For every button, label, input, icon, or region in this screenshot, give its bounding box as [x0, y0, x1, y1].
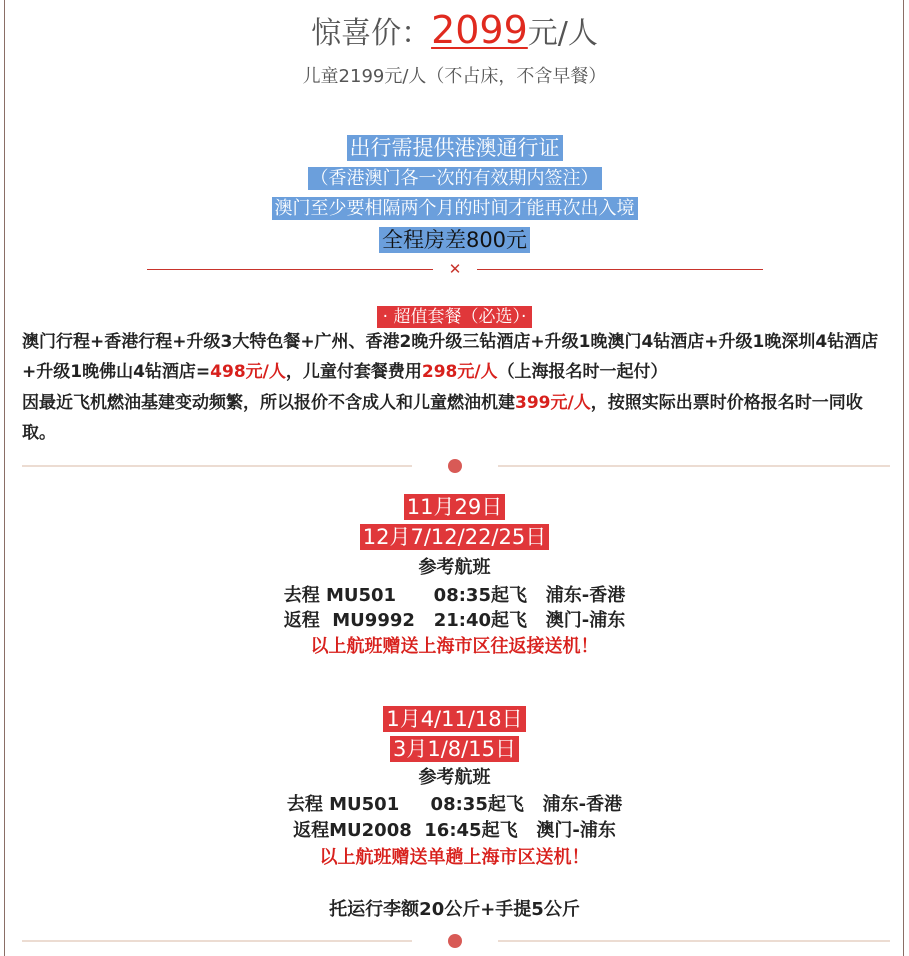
departure-date-tag: 12月7/12/22/25日	[0, 521, 909, 551]
departure-date-tag: 3月1/8/15日	[0, 733, 909, 763]
departure-date-tag: 11月29日	[0, 491, 909, 521]
price-line	[0, 8, 909, 52]
package-title: · 超值套餐（必选）·	[0, 302, 909, 327]
section-divider-left	[22, 940, 412, 942]
return-flight: 返程MU2008 16:45起飞 澳门-浦东	[293, 820, 616, 841]
transfer-note: 以上航班赠送上海市区往返接送机！	[310, 636, 599, 657]
notice-macau-interval: 澳门至少要相隔两个月的时间才能再次出入境	[0, 194, 909, 220]
child-price-note: 儿童2199元/人（不占床，不含早餐）	[302, 66, 607, 87]
dot-ornament-icon	[448, 459, 462, 473]
return-flight: 返程 MU9992 21:40起飞 澳门-浦东	[283, 610, 626, 631]
child-package-price: 298元/人	[421, 362, 498, 382]
outbound-flight: 去程 MU501 08:35起飞 浦东-香港	[286, 794, 623, 815]
fuel-surcharge-price: 399元/人	[515, 393, 591, 413]
notice-visa: （香港澳门各一次的有效期内签注）	[0, 164, 909, 190]
price-amount: 2099	[431, 8, 528, 52]
dot-ornament-icon	[448, 934, 462, 948]
section-divider-right	[498, 465, 890, 467]
fuel-surcharge-note: 因最近飞机燃油基建变动频繁，所以报价不含成人和儿童燃油机建399元/人，按照实际出票时价格报名时一同收取。	[22, 393, 863, 443]
notice-passport: 出行需提供港澳通行证	[0, 132, 909, 162]
price-unit: 元/人	[527, 16, 598, 51]
divider-left	[147, 269, 433, 270]
departure-date-tag: 1月4/11/18日	[0, 703, 909, 733]
section-divider-right	[498, 940, 890, 942]
section-divider-left	[22, 465, 412, 467]
transfer-note: 以上航班赠送单趟上海市区送机！	[319, 847, 590, 868]
package-description: 澳门行程+香港行程+升级3大特色餐+广州、香港2晚升级三钻酒店+升级1晚澳门4钻酒店+升级1晚深圳4钻酒店+升级1晚佛山4钻酒店=498元/人，儿童付套餐费用298元/人（上海报名时一起付）	[22, 332, 879, 382]
reference-flight-title: 参考航班	[418, 557, 491, 578]
divider-right	[477, 269, 763, 270]
flower-ornament-icon: ✕	[448, 260, 462, 278]
baggage-allowance: 托运行李额20公斤+手提5公斤	[329, 899, 580, 920]
price-label: 惊喜价：	[311, 16, 432, 51]
reference-flight-title: 参考航班	[418, 767, 491, 788]
package-price: 498元/人	[210, 362, 286, 382]
outbound-flight: 去程 MU501 08:35起飞 浦东-香港	[283, 585, 626, 606]
notice-room-surcharge: 全程房差800元	[0, 224, 909, 254]
